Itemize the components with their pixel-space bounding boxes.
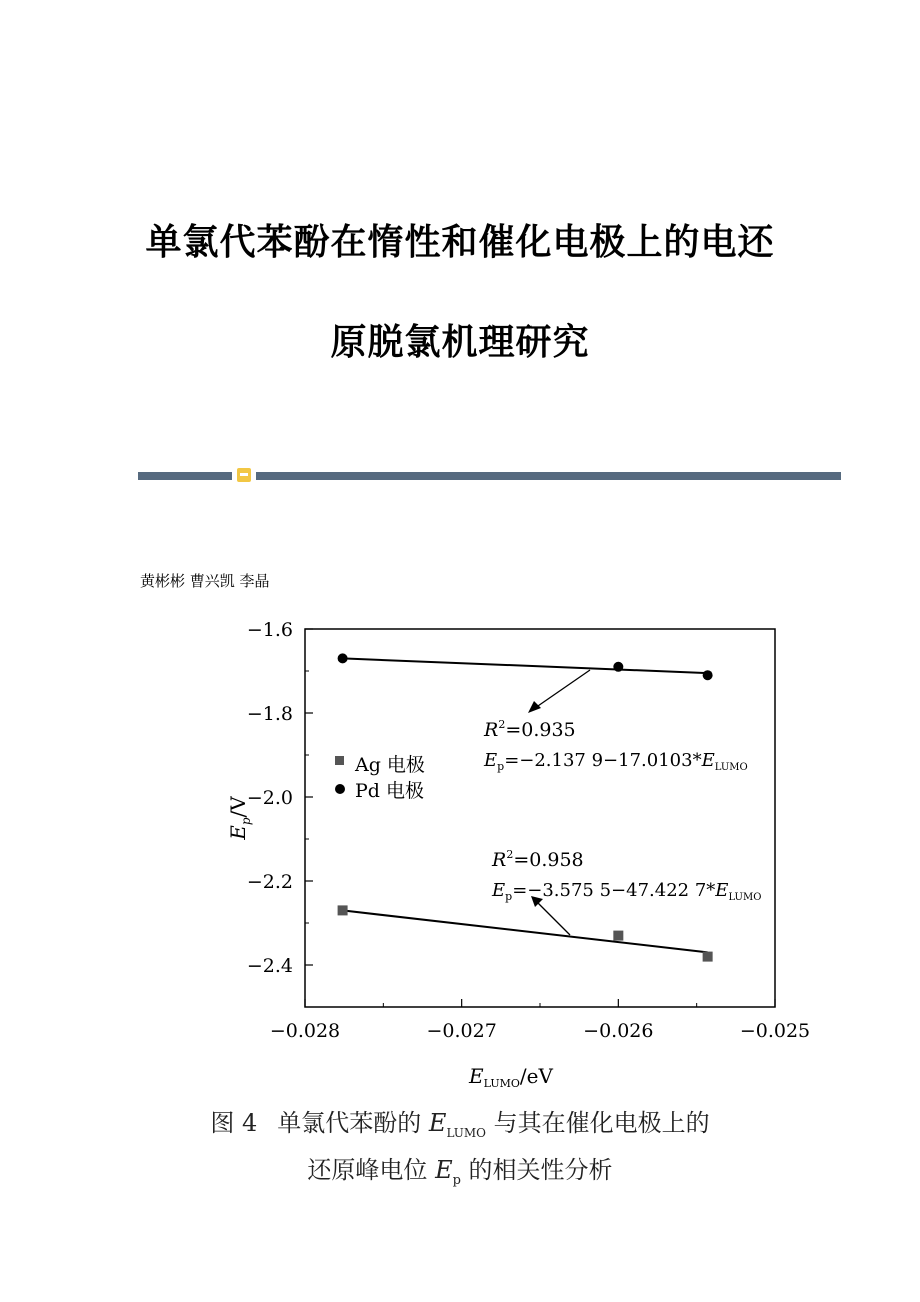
plot-frame	[305, 629, 775, 1007]
pd-r2-superscript: 2	[498, 718, 506, 731]
fit-lines	[343, 658, 708, 952]
ag-eq-lumo-sub: LUMO	[728, 892, 762, 903]
y-tick-label: −2.0	[246, 787, 293, 809]
caption-2-p-sub: p	[452, 1172, 461, 1188]
title-divider	[138, 472, 841, 480]
y-axis-label-e: E	[226, 825, 250, 840]
divider-bar-left	[138, 472, 232, 480]
ag-eq-p-sub: p	[505, 890, 513, 903]
caption-2-e: E	[435, 1156, 453, 1184]
x-tick-label: −0.026	[583, 1020, 654, 1042]
correlation-chart	[0, 600, 920, 1100]
fit-line-pd	[343, 658, 708, 673]
document-title-line-2: 原脱氯机理研究	[330, 322, 590, 363]
ag-eq-e: E	[492, 880, 506, 901]
data-point-ag	[703, 952, 713, 962]
x-axis-label	[468, 1064, 553, 1090]
x-tick-label: −0.025	[739, 1020, 811, 1042]
caption-1-text-a: 单氯代苯酚的	[277, 1109, 429, 1137]
ag-r2-superscript: 2	[506, 848, 514, 861]
document-title-line-1: 单氯代苯酚在惰性和催化电极上的电还	[145, 222, 775, 263]
author-list: 黄彬彬 曹兴凯 李晶	[140, 572, 270, 590]
legend	[335, 753, 425, 802]
y-axis-label	[226, 796, 253, 841]
y-axis-label-sub: p	[239, 817, 253, 826]
pd-eq-e2: E	[701, 750, 715, 771]
pd-eq-e: E	[484, 750, 498, 771]
caption-1-e: E	[428, 1109, 447, 1137]
annotation-arrow-ag	[531, 896, 570, 935]
ag-r2-symbol: R	[492, 849, 507, 871]
pd-eq-body: =−2.137 9−17.0103*	[504, 750, 702, 771]
x-tick-label: −0.028	[269, 1020, 341, 1042]
pd-eq-lumo-sub: LUMO	[714, 762, 748, 773]
caption-2-text-b: 的相关性分析	[460, 1156, 613, 1184]
x-axis-ticks	[270, 999, 810, 1042]
y-tick-label: −1.8	[246, 703, 293, 725]
annotation-arrow-pd	[528, 670, 590, 713]
pd-equation	[483, 750, 748, 773]
ag-r2-annotation	[491, 848, 584, 871]
x-axis-label-unit: /eV	[519, 1064, 553, 1088]
pd-r2-annotation	[483, 718, 576, 741]
y-tick-label: −2.2	[246, 871, 293, 893]
figure-caption-line-1	[0, 1103, 920, 1140]
legend-marker-ag	[335, 756, 344, 765]
figure-caption-line-2	[0, 1150, 920, 1188]
fit-line-ag	[343, 910, 708, 952]
y-axis-label-unit: /V	[226, 796, 250, 818]
caption-1-text-b: 与其在催化电极上的	[486, 1109, 710, 1137]
data-point-ag	[613, 931, 623, 941]
legend-marker-pd	[335, 784, 345, 794]
legend-label-pd: Pd 电极	[355, 780, 424, 802]
caption-1-lumo-sub: LUMO	[446, 1125, 486, 1140]
data-point-pd	[613, 662, 623, 672]
caption-prefix: 图 4	[210, 1109, 258, 1137]
ag-eq-body: =−3.575 5−47.422 7*	[512, 880, 716, 901]
divider-bar-right	[256, 472, 841, 480]
x-axis-label-sub: LUMO	[483, 1077, 520, 1090]
y-tick-label: −1.6	[246, 619, 293, 641]
data-point-pd	[338, 653, 348, 663]
x-axis-label-e: E	[469, 1064, 484, 1088]
y-axis-ticks	[247, 619, 313, 977]
data-point-ag	[338, 905, 348, 915]
pd-eq-p-sub: p	[497, 760, 505, 773]
ag-equation	[491, 880, 761, 903]
ag-eq-e2: E	[715, 880, 729, 901]
x-tick-label: −0.027	[426, 1020, 497, 1042]
pd-r2-value: =0.935	[505, 719, 576, 741]
caption-2-text-a: 还原峰电位	[307, 1156, 436, 1184]
ag-r2-value: =0.958	[513, 849, 584, 871]
pd-r2-symbol: R	[484, 719, 499, 741]
y-tick-label: −2.4	[246, 955, 293, 977]
mail-icon	[237, 468, 251, 482]
data-point-pd	[703, 670, 713, 680]
legend-label-ag: Ag 电极	[355, 754, 425, 776]
